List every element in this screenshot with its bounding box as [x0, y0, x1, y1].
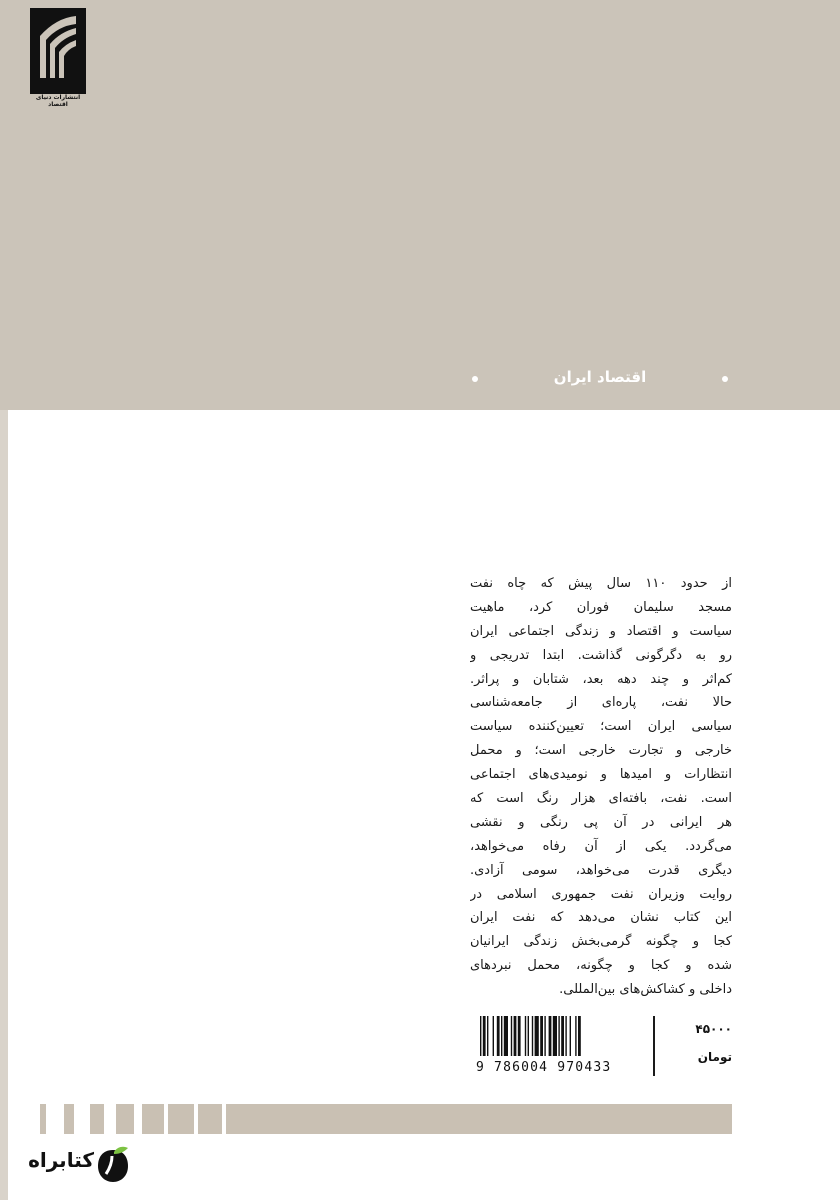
publisher-logo-text: انتشارات دنیای اقتصاد — [35, 94, 81, 108]
blurb-line: شده و کجا و چگونه، محمل نبردهای — [470, 958, 732, 974]
blurb-line: سیاسی ایران است؛ تعیین‌کننده سیاست — [470, 719, 732, 735]
barcode-bar — [518, 1016, 521, 1056]
barcode-bar — [553, 1016, 557, 1056]
barcode-bar — [501, 1016, 502, 1056]
barcode-bar — [549, 1016, 552, 1056]
bar-segment — [40, 1104, 46, 1134]
barcode-bar — [497, 1016, 500, 1056]
barcode-bar — [535, 1016, 539, 1056]
barcode-bar — [528, 1016, 529, 1056]
bullet-dot-icon — [472, 376, 478, 382]
back-cover-blurb — [470, 572, 732, 1002]
blurb-line: روایت وزیران نفت جمهوری اسلامی در — [470, 886, 732, 902]
bar-segment — [64, 1104, 74, 1134]
bar-segment — [226, 1104, 732, 1134]
blurb-line: می‌گردد. یکی از آن رفاه می‌خواهد، — [470, 838, 732, 854]
barcode-bar — [558, 1016, 559, 1056]
decorative-bottom-bar — [0, 1104, 732, 1134]
blurb-line: این کتاب نشان می‌دهد که نفت ایران — [470, 910, 732, 926]
barcode-bar — [561, 1016, 564, 1056]
bar-segment — [168, 1104, 194, 1134]
spine-edge-strip — [0, 410, 8, 1200]
barcode-bar — [540, 1016, 543, 1056]
blurb-line: حالا نفت، پاره‌ای از جامعه‌شناسی — [470, 695, 732, 711]
blurb-line: سیاست و اقتصاد و زندگی اجتماعی ایران — [470, 623, 732, 639]
series-title: اقتصاد ایران — [553, 368, 647, 386]
cover-top-band — [0, 0, 840, 410]
blurb-line: از حدود ۱۱۰ سال پیش که چاه نفت — [470, 576, 732, 591]
blurb-line: خارجی و تجارت خارجی است؛ و محمل — [470, 743, 732, 759]
barcode-bar — [570, 1016, 571, 1056]
bullet-dot-icon — [722, 376, 728, 382]
barcode-bar — [487, 1016, 488, 1056]
blurb-line: دیگری قدرت می‌خواهد، سومی آزادی. — [470, 862, 732, 878]
price-unit: تومان — [697, 1050, 732, 1064]
ketabrah-logo-icon — [96, 1144, 130, 1184]
barcode-bar — [504, 1016, 508, 1056]
ketabrah-wordmark: کتابراه — [28, 1148, 94, 1172]
barcode-bar — [480, 1016, 481, 1056]
blurb-line: کجا و چگونه گرمی‌بخش زندگی ایرانیان — [470, 934, 732, 950]
ketabrah-watermark — [20, 1138, 130, 1190]
barcode-bar — [578, 1016, 581, 1056]
barcode-bar — [544, 1016, 545, 1056]
series-row — [470, 364, 730, 394]
publisher-logo-icon — [30, 8, 86, 94]
blurb-line: کم‌اثر و چند دهه بعد، شتابان و پراثر. — [470, 671, 732, 687]
bar-segment — [116, 1104, 134, 1134]
barcode-bar — [511, 1016, 512, 1056]
blurb-line: رو به دگرگونی گذاشت. ابتدا تدریجی و — [470, 647, 732, 663]
bar-segment — [90, 1104, 104, 1134]
barcode-bar — [575, 1016, 576, 1056]
isbn-digits: 9 786004 970433 — [476, 1060, 612, 1075]
price-value: ۴۵۰۰۰ — [695, 1022, 732, 1036]
blurb-line: هر ایرانی در آن پی رنگی و نقشی — [470, 814, 732, 830]
barcode-bars — [476, 1016, 648, 1060]
barcode-bar — [514, 1016, 517, 1056]
blurb-line: داخلی و کشاکش‌های بین‌المللی. — [559, 982, 732, 998]
barcode-bar — [532, 1016, 533, 1056]
barcode-bar — [483, 1016, 486, 1056]
bar-segment — [142, 1104, 164, 1134]
barcode-bar — [525, 1016, 526, 1056]
blurb-line: مسجد سلیمان فوران کرد، ماهیت — [470, 599, 732, 615]
bar-segment — [198, 1104, 222, 1134]
barcode-bar — [565, 1016, 566, 1056]
blurb-line: است. نفت، بافته‌ای هزار رنگ است که — [470, 791, 732, 807]
barcode-bar — [493, 1016, 494, 1056]
blurb-line: انتظارات و امیدها و نومیدی‌های اجتماعی — [470, 767, 732, 783]
price-divider — [653, 1016, 655, 1076]
isbn-barcode — [470, 1016, 648, 1076]
publisher-logo — [30, 8, 86, 108]
